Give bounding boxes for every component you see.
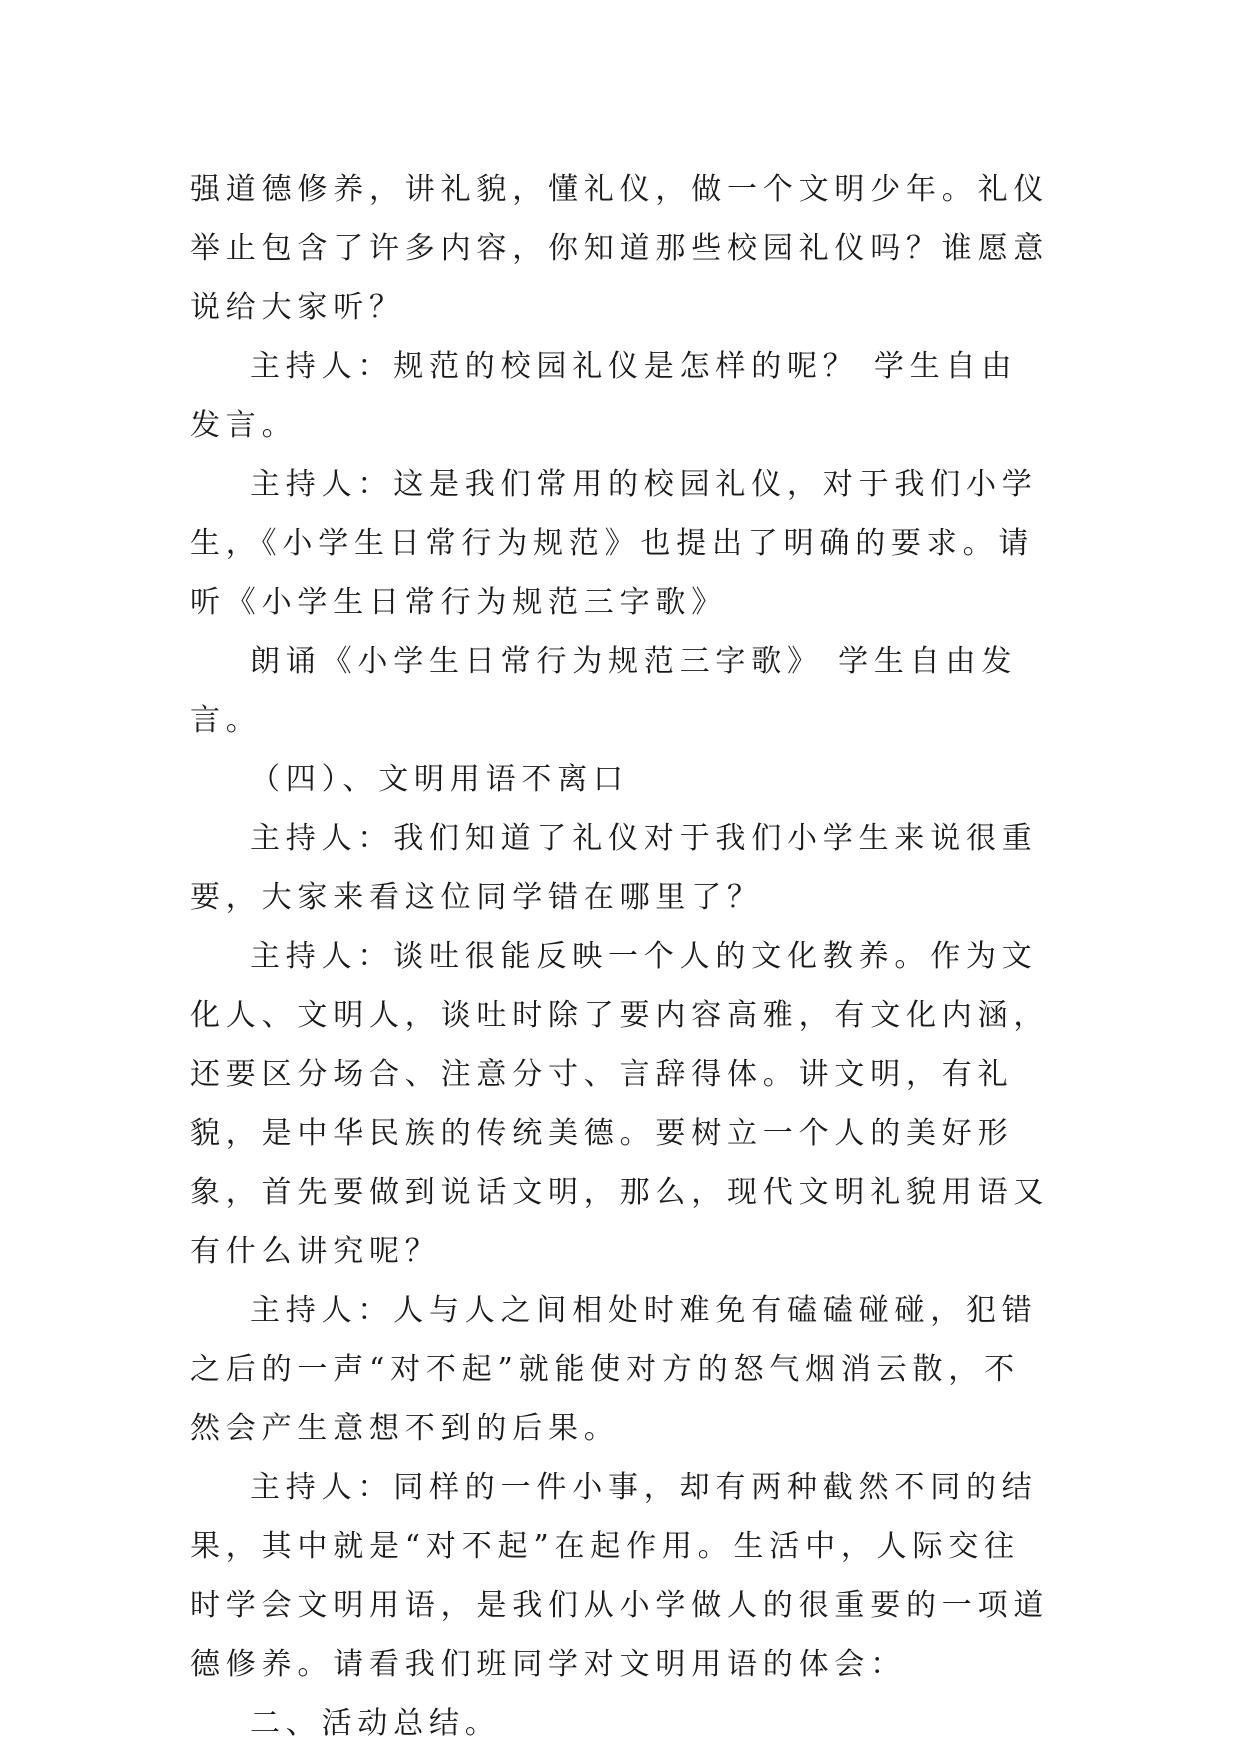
paragraph-host-mistake: 主持人：我们知道了礼仪对于我们小学生来说很重要，大家来看这位同学错在哪里了？ [190, 821, 1038, 915]
paragraph-recitation: 朗诵《小学生日常行为规范三字歌》 学生自由发言。 [190, 644, 1018, 738]
paragraph-continuation: 强道德修养，讲礼貌，懂礼仪，做一个文明少年。礼仪举止包含了许多内容，你知道那些校园礼仪吗？谁愿意说给大家听？ [190, 172, 1050, 325]
paragraph-host-sorry: 主持人：人与人之间相处时难免有磕磕碰碰，犯错之后的一声“对不起”就能使对方的怒气烟消云散，不然会产生意想不到的后果。 [190, 1293, 1038, 1446]
section-heading-civil-language: （四）、文明用语不离口 [250, 762, 629, 797]
paragraph-host-norms: 主持人：这是我们常用的校园礼仪，对于我们小学生，《小学生日常行为规范》也提出了明确的要求。请听《小学生日常行为规范三字歌》 [190, 467, 1038, 620]
paragraph-host-speech: 主持人：谈吐很能反映一个人的文化教养。作为文化人、文明人，谈吐时除了要内容高雅，有文化内涵，还要区分场合、注意分寸、言辞得体。讲文明，有礼貌，是中华民族的传统美德。要树立一个人的美好形象，首先要做到说话文明，那么，现代文明礼貌用语又有什么讲究呢？ [190, 939, 1050, 1269]
paragraph-host-etiquette: 主持人：规范的校园礼仪是怎样的呢？ 学生自由发言。 [190, 349, 1018, 443]
paragraph-host-same-matter: 主持人：同样的一件小事，却有两种截然不同的结果，其中就是“对不起”在起作用。生活中，人际交往时学会文明用语，是我们从小学做人的很重要的一项道德修养。请看我们班同学对文明用语的体会： [190, 1470, 1050, 1682]
section-heading-summary: 二、活动总结。 [250, 1706, 501, 1741]
document-body [190, 160, 1050, 1753]
